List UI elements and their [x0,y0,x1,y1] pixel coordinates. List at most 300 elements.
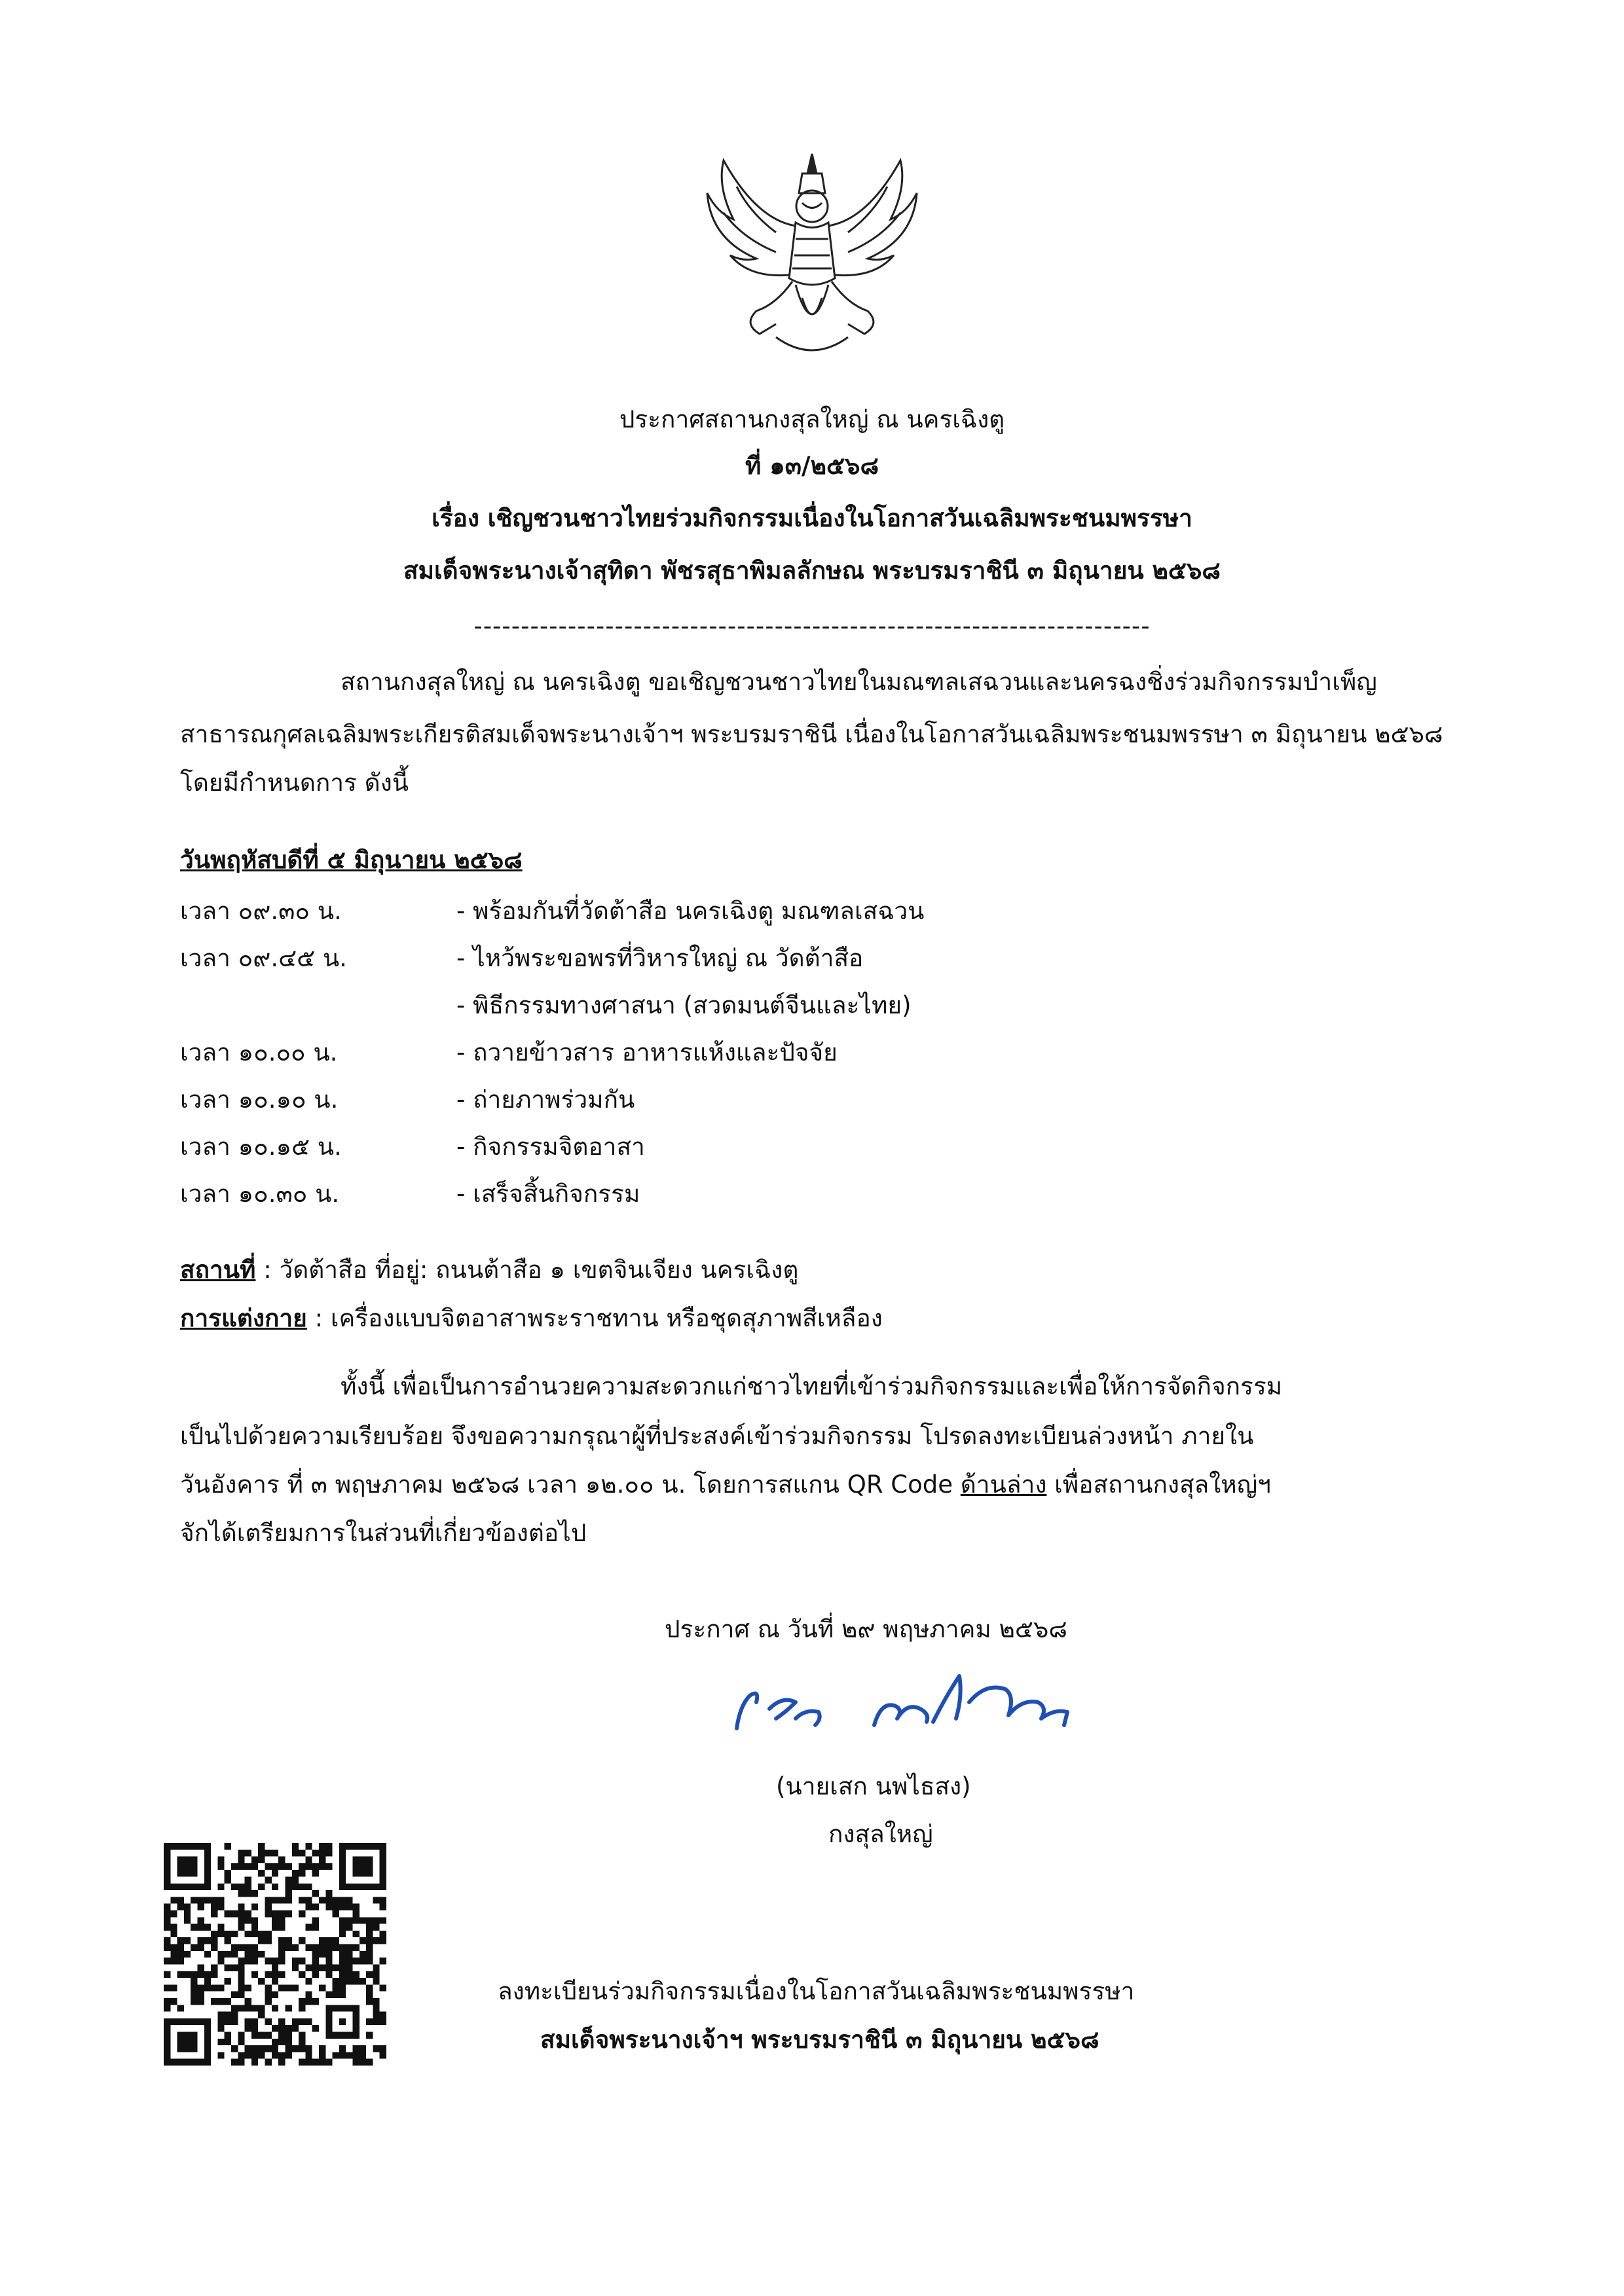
qr-module [299,1897,305,1903]
qr-module [278,1971,285,1978]
qr-module [217,1884,224,1890]
qr-module [299,1958,305,1964]
qr-module [292,1870,299,1876]
qr-module [360,2052,366,2058]
qr-module [164,1984,170,1991]
qr-module [373,2018,379,2025]
qr-module [258,1937,265,1944]
schedule-time: เวลา ๐๙.๓๐ น. [180,897,342,925]
qr-module [285,2052,291,2058]
qr-module [177,1904,184,1910]
intro-line-2: สาธารณกุศลเฉลิมพระเกียรติสมเด็จพระนางเจ้าฯ พระบรมราชินี เนื่องในโอกาสวันเฉลิมพระชนมพรรษา ๓ มิถุนายน ๒๕๖๘ [180,720,1443,748]
qr-module [272,2039,278,2045]
qr-module [278,2032,285,2038]
qr-module [170,1924,177,1931]
closing-line-3 [180,1469,1271,1501]
closing-line-3-start: วันอังคาร ที่ ๓ พฤษภาคม ๒๕๖๘ เวลา ๑๒.๐๐ น. โดยการสแกน QR Code [180,1470,961,1499]
schedule-activity: - ถ่ายภาพร่วมกัน [456,1085,635,1114]
qr-module [265,1863,272,1870]
qr-module [278,1951,285,1958]
dress-code-label: การแต่งกาย [180,1304,307,1332]
qr-module [292,1984,299,1991]
qr-module [366,1937,373,1944]
qr-module [299,1937,305,1944]
qr-module [272,1884,278,1890]
qr-module [339,1958,346,1964]
qr-module [319,2052,325,2058]
qr-module [272,1958,278,1964]
qr-module [238,1984,244,1991]
qr-module [299,2059,305,2066]
qr-module [373,1924,379,1931]
qr-module [204,1971,211,1978]
qr-module [191,1924,197,1931]
intro-line-1: สถานกงสุลใหญ่ ณ นครเฉิงตู ขอเชิญชวนชาวไทยในมณฑลเสฉวนและนครฉงชิ่งร่วมกิจกรรมบำเพ็ญ [341,668,1377,696]
qr-module [231,1931,238,1937]
qr-module [231,2045,238,2052]
qr-module [258,2005,265,2011]
qr-module [339,1992,346,1998]
qr-module [245,1951,251,1958]
qr-module [265,1897,272,1903]
qr-module [312,1951,319,1958]
qr-module [251,1904,258,1910]
qr-module [191,1984,197,1991]
qr-module [346,1951,352,1958]
qr-module [238,1863,244,1870]
qr-module [198,1998,204,2005]
qr-module [170,1984,177,1991]
qr-module [325,1951,332,1958]
qr-module [339,1971,346,1978]
qr-module [278,1857,285,1863]
qr-module [346,1897,352,1903]
qr-module [164,1937,170,1944]
qr-module [231,2059,238,2066]
qr-module [238,1971,244,1978]
qr-module [292,2025,299,2032]
qr-module [164,2005,170,2011]
qr-module [305,1998,312,2005]
qr-module [164,1917,170,1923]
qr-module [319,1857,325,1863]
qr-module [217,1951,224,1958]
qr-module [325,1992,332,1998]
schedule-activity: - กิจกรรมจิตอาสา [456,1133,645,1161]
qr-module [312,1917,319,1923]
qr-module [366,1998,373,2005]
qr-module [339,2052,346,2058]
qr-module [285,1863,291,1870]
qr-module [238,2052,244,2058]
qr-module [238,1958,244,1964]
qr-module [278,1897,285,1903]
qr-module [319,2045,325,2052]
qr-module [217,2039,224,2045]
qr-module [285,2025,291,2032]
qr-module [352,1904,359,1910]
qr-module [319,1850,325,1856]
qr-module [245,1944,251,1951]
qr-module [258,1850,265,1856]
qr-module [258,1931,265,1937]
qr-module [272,1917,278,1923]
qr-module [225,1964,231,1971]
qr-module [258,2045,265,2052]
qr-module [305,1863,312,1870]
qr-module [258,1978,265,1984]
qr-module [198,1964,204,1971]
qr-module [217,2018,224,2025]
qr-module [366,1971,373,1978]
schedule-activity: - ไหว้พระขอพรที่วิหารใหญ่ ณ วัดต้าสือ [456,944,864,972]
qr-module [285,1890,291,1897]
qr-module [217,1863,224,1870]
qr-module [211,1931,217,1937]
qr-module [333,1910,339,1917]
qr-module [225,1978,231,1984]
qr-module [272,1971,278,1978]
qr-module [245,1958,251,1964]
qr-module [346,1904,352,1910]
qr-module [217,2012,224,2018]
qr-module [258,1857,265,1863]
header-divider: ------------------------------------------------------------------------ [473,612,1151,640]
qr-module [380,2052,386,2058]
qr-module [299,2005,305,2011]
qr-module [312,1870,319,1876]
qr-module [251,1917,258,1923]
qr-module [211,1904,217,1910]
qr-module [164,1944,170,1951]
qr-module [238,1857,244,1863]
qr-module [305,1884,312,1890]
qr-module [339,1944,346,1951]
qr-module [225,1877,231,1884]
qr-module [217,1897,224,1903]
qr-module [231,1992,238,1998]
qr-module [251,1951,258,1958]
qr-module [319,1944,325,1951]
qr-module [265,1850,272,1856]
qr-module [245,1910,251,1917]
qr-module [238,1917,244,1923]
qr-module [170,1958,177,1964]
qr-module [278,1924,285,1931]
qr-module [211,1971,217,1978]
qr-module [191,1998,197,2005]
qr-module [319,1951,325,1958]
qr-module [373,2005,379,2011]
qr-module [339,1904,346,1910]
schedule-time: เวลา ๑๐.๓๐ น. [180,1180,340,1208]
qr-module [272,1863,278,1870]
qr-module [285,2039,291,2045]
qr-module [211,1964,217,1971]
qr-module [292,1843,299,1850]
qr-module [360,1951,366,1958]
qr-module [251,1931,258,1937]
qr-module [204,1897,211,1903]
qr-module [346,1924,352,1931]
qr-module [217,1857,224,1863]
qr-module [325,1863,332,1870]
qr-module [312,1944,319,1951]
qr-module [312,1958,319,1964]
qr-module [251,2052,258,2058]
qr-module [312,1971,319,1978]
qr-module [177,2005,184,2011]
qr-module [272,2025,278,2032]
qr-module [339,2045,346,2052]
qr-module [217,1924,224,1931]
qr-module [258,1951,265,1958]
qr-module [366,2018,373,2025]
qr-module [184,1971,191,1978]
qr-module [319,1843,325,1850]
qr-module [177,1951,184,1958]
qr-module [305,2059,312,2066]
qr-module [285,2045,291,2052]
qr-module [285,1944,291,1951]
qr-module [305,1978,312,1984]
qr-module [164,1958,170,1964]
schedule-activity: - เสร็จสิ้นกิจกรรม [456,1180,640,1208]
qr-module [245,1917,251,1923]
qr-module [265,1937,272,1944]
qr-module [164,1924,170,1931]
qr-module [278,2059,285,2066]
qr-module [258,2012,265,2018]
announcement-date: ประกาศ ณ วันที่ ๒๙ พฤษภาคม ๒๕๖๘ [665,1615,1067,1643]
qr-module [299,1998,305,2005]
qr-module [373,1897,379,1903]
qr-module [198,1917,204,1923]
qr-module [184,1904,191,1910]
qr-module [217,1998,224,2005]
qr-module [305,2052,312,2058]
qr-module [373,2012,379,2018]
qr-module [325,1850,332,1856]
qr-module [292,1850,299,1856]
qr-module [225,2012,231,2018]
qr-module [339,1917,346,1923]
qr-module [191,1992,197,1998]
qr-module [198,1937,204,1944]
qr-module [204,1924,211,1931]
qr-module [319,1984,325,1991]
qr-module [352,1978,359,1984]
qr-module [312,1890,319,1897]
qr-module [312,1998,319,2005]
qr-module [366,2059,373,2066]
qr-module [380,1917,386,1923]
qr-module [198,1944,204,1951]
qr-module [170,1944,177,1951]
schedule-time: เวลา ๐๙.๔๕ น. [180,944,347,972]
qr-module [184,1910,191,1917]
qr-module [217,2052,224,2058]
qr-module [346,1964,352,1971]
qr-module [346,2052,352,2058]
qr-module [251,1857,258,1863]
qr-module [245,2005,251,2011]
qr-module [299,1884,305,1890]
qr-module [265,2045,272,2052]
qr-module [373,1964,379,1971]
qr-module [352,1944,359,1951]
qr-module [366,1992,373,1998]
qr-module [251,1890,258,1897]
qr-module [339,1951,346,1958]
qr-module [299,2039,305,2045]
qr-module [198,1924,204,1931]
qr-module [380,1897,386,1903]
qr-module [238,2059,244,2066]
qr-module [305,1904,312,1910]
qr-module [272,1910,278,1917]
qr-module [373,1998,379,2005]
qr-module [285,2005,291,2011]
qr-module [285,1910,291,1917]
qr-module [292,1877,299,1884]
registration-caption-2: สมเด็จพระนางเจ้าฯ พระบรมราชินี ๓ มิถุนายน ๒๕๖๘ [540,2026,1099,2054]
qr-module [278,1863,285,1870]
qr-module [211,1998,217,2005]
qr-module [251,2025,258,2032]
qr-module [265,1984,272,1991]
qr-module [231,1951,238,1958]
qr-module [272,2005,278,2011]
qr-module [225,1910,231,1917]
qr-module [352,1971,359,1978]
dress-code-line [180,1303,883,1334]
qr-module [352,1931,359,1937]
qr-module [225,1931,231,1937]
qr-module [346,1944,352,1951]
qr-module [285,1877,291,1884]
qr-module [231,1884,238,1890]
qr-module [164,1904,170,1910]
qr-module [238,1850,244,1856]
qr-module [238,1924,244,1931]
qr-module [231,1863,238,1870]
qr-module [278,2052,285,2058]
qr-module [373,1971,379,1978]
qr-module [251,2018,258,2025]
qr-module [184,1951,191,1958]
qr-module [380,2018,386,2025]
qr-module [272,1964,278,1971]
qr-module [305,2045,312,2052]
qr-module [333,1944,339,1951]
qr-module [380,1958,386,1964]
qr-module [352,1917,359,1923]
qr-module [299,1850,305,1856]
qr-module [312,1964,319,1971]
qr-module [325,1890,332,1897]
qr-module [366,1924,373,1931]
announcement-number: ที่ ๑๓/๒๕๖๘ [745,452,879,480]
qr-module [272,2052,278,2058]
qr-module [251,2045,258,2052]
qr-module [231,2005,238,2011]
registration-qr-code[interactable] [164,1843,386,2066]
qr-module [177,1897,184,1903]
qr-module [251,1971,258,1978]
qr-module [346,1971,352,1978]
qr-module [292,1884,299,1890]
qr-module [217,1931,224,1937]
qr-module [198,1992,204,1998]
qr-module [238,1904,244,1910]
qr-module [319,1937,325,1944]
qr-module [305,1924,312,1931]
qr-module [373,1978,379,1984]
qr-module [339,1978,346,1984]
qr-module [325,1937,332,1944]
qr-module [238,2005,244,2011]
qr-module [339,1984,346,1991]
qr-module [245,1890,251,1897]
qr-module [380,1931,386,1937]
qr-module [333,1992,339,1998]
qr-module [251,1924,258,1931]
qr-module [346,1978,352,1984]
qr-module [272,1978,278,1984]
qr-module [164,1998,170,2005]
qr-module [245,1931,251,1937]
qr-module [170,1897,177,1903]
below-qr-link-text: ด้านล่าง [960,1470,1047,1499]
qr-module [198,1904,204,1910]
venue-text: : วัดต้าสือ ที่อยู่: ถนนต้าสือ ๑ เขตจินเจียง นครเฉิงตู [255,1256,799,1284]
qr-module [251,1944,258,1951]
qr-module [191,1978,197,1984]
qr-module [245,2025,251,2032]
qr-module [272,1897,278,1903]
qr-module [177,1944,184,1951]
qr-module [225,2039,231,2045]
qr-module [312,1850,319,1856]
qr-module [265,1877,272,1884]
qr-module [170,1931,177,1937]
qr-module [191,1897,197,1903]
qr-module [258,2032,265,2038]
qr-module [191,1971,197,1978]
qr-module [245,1877,251,1884]
qr-module [360,1937,366,1944]
qr-module [299,2045,305,2052]
venue-label: สถานที่ [180,1256,256,1284]
qr-module [265,1910,272,1917]
qr-module [278,1944,285,1951]
qr-module [278,1910,285,1917]
qr-module [278,1937,285,1944]
qr-module [325,1897,332,1903]
qr-module [198,1984,204,1991]
qr-module [245,1863,251,1870]
qr-module [366,1984,373,1991]
dress-code-text: : เครื่องแบบจิตอาสาพระราชทาน หรือชุดสุภาพสีเหลือง [306,1304,883,1332]
qr-module [333,1937,339,1944]
closing-line-3-end: เพื่อสถานกงสุลใหญ่ฯ [1046,1470,1271,1499]
qr-module [211,1910,217,1917]
qr-module [258,1870,265,1876]
qr-module [265,2059,272,2066]
schedule-activity: - ถวายข้าวสาร อาหารแห้งและปัจจัย [456,1038,838,1066]
subject-line-2: สมเด็จพระนางเจ้าสุทิดา พัชรสุธาพิมลลักษณ พระบรมราชินี ๓ มิถุนายน ๒๕๖๘ [403,556,1221,585]
